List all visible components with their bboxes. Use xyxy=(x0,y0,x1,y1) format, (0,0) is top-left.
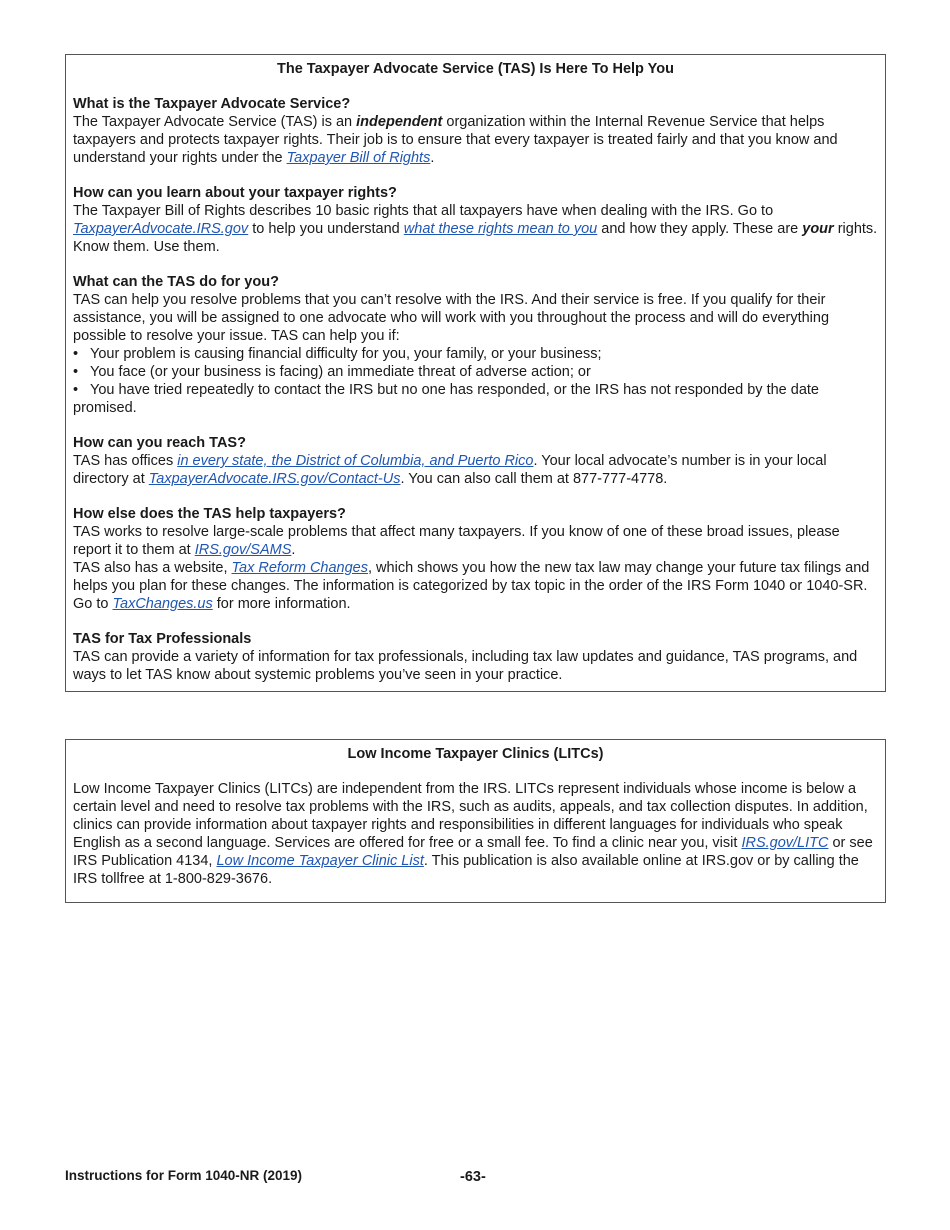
emphasis: your xyxy=(802,221,834,237)
text: TAS works to resolve large-scale problems that affect many taxpayers. If you know of one of these broad issues, please report it to them at xyxy=(73,524,840,558)
link-irs-sams[interactable]: IRS.gov/SAMS xyxy=(194,542,292,558)
link-taxpayer-bill-of-rights[interactable]: Taxpayer Bill of Rights xyxy=(286,150,431,166)
text: and how they apply. These are xyxy=(597,221,803,237)
paragraph xyxy=(73,780,878,888)
paragraph xyxy=(73,523,878,559)
text: You face (or your business is facing) an immediate threat of adverse action; or xyxy=(90,364,591,380)
text: The Taxpayer Advocate Service (TAS) is an xyxy=(73,114,357,130)
text: for more information. xyxy=(212,596,351,612)
paragraph xyxy=(73,559,878,613)
bullet-list xyxy=(73,345,878,417)
litc-title: Low Income Taxpayer Clinics (LITCs) xyxy=(347,746,604,762)
text: or see IRS Publication 4134, xyxy=(73,835,873,869)
page-number: -63- xyxy=(460,1169,486,1185)
link-taxpayer-advocate[interactable]: TaxpayerAdvocate.IRS.gov xyxy=(73,221,249,237)
bullet-icon: • xyxy=(73,346,79,362)
section-learn-rights xyxy=(73,184,878,256)
link-taxchanges[interactable]: TaxChanges.us xyxy=(112,596,213,612)
link-contact-us[interactable]: TaxpayerAdvocate.IRS.gov/Contact-Us xyxy=(148,471,401,487)
link-office-locations[interactable]: in every state, the District of Columbia, and Puerto Rico xyxy=(177,453,534,469)
question-heading: TAS for Tax Professionals xyxy=(73,631,252,647)
link-litc-list[interactable]: Low Income Taxpayer Clinic List xyxy=(216,853,424,869)
litc-box xyxy=(65,739,886,903)
text: You have tried repeatedly to contact the IRS but no one has responded, or the IRS has not responded by the date promised. xyxy=(73,382,819,416)
link-rights-meaning[interactable]: what these rights mean to you xyxy=(403,221,598,237)
paragraph: TAS can provide a variety of information for tax professionals, including tax law updates and guidance, TAS programs, and ways to let TAS know about systemic problems you’ve seen in your practice. xyxy=(73,649,858,683)
link-tax-reform-changes[interactable]: Tax Reform Changes xyxy=(231,560,368,576)
emphasis: independent xyxy=(356,114,443,130)
question-heading: How can you reach TAS? xyxy=(73,435,246,451)
tas-box xyxy=(65,54,886,692)
text: TAS has offices xyxy=(73,453,178,469)
text: rights. Know them. Use them. xyxy=(73,221,878,255)
text: , which shows you how the new tax law may change your future tax filings and helps you plan for these changes. The information is categorized by tax topic in the order of the IRS Form 1040 or 1040-SR. Go to xyxy=(73,560,870,612)
text: organization within the Internal Revenue Service that helps taxpayers and protects taxpayer rights. Their job is to ensure that every taxpayer is treated fairly and that you know and understand your rights under the xyxy=(73,114,838,166)
list-item xyxy=(73,345,878,363)
text: . xyxy=(430,150,435,166)
text: Your problem is causing financial difficulty for you, your family, or your business; xyxy=(90,346,602,362)
question-heading: What can the TAS do for you? xyxy=(73,274,279,290)
section-reach-tas xyxy=(73,434,878,488)
text: TAS also has a website, xyxy=(73,560,232,576)
text: . This publication is also available online at IRS.gov or by calling the IRS tollfree at 1-800-829-3676. xyxy=(73,853,859,887)
list-item xyxy=(73,381,878,417)
text: Low Income Taxpayer Clinics (LITCs) are independent from the IRS. LITCs represent individuals whose income is below a certain level and need to resolve tax problems with the IRS, such as audits, appeals, and tax collection disputes. In addition, clinics can provide information about taxpayer rights and responsibilities in different languages for individuals who speak English as a second language. Services are offered for free or a small fee. To find a clinic near you, visit xyxy=(73,781,868,851)
section-tax-professionals xyxy=(73,630,878,684)
list-item xyxy=(73,363,878,381)
section-what-is-tas xyxy=(73,95,878,167)
section-else-help xyxy=(73,505,878,613)
question-heading: What is the Taxpayer Advocate Service? xyxy=(73,96,351,112)
paragraph: TAS can help you resolve problems that you can’t resolve with the IRS. And their service is free. If you qualify for their assistance, you will be assigned to one advocate who will work with you throughout the process and will do everything possible to resolve your issue. TAS can help you if: xyxy=(73,292,830,344)
text: The Taxpayer Bill of Rights describes 10 basic rights that all taxpayers have when dealing with the IRS. Go to xyxy=(73,203,774,219)
text: . You can also call them at 877-777-4778. xyxy=(400,471,668,487)
paragraph xyxy=(73,202,878,256)
bullet-icon: • xyxy=(73,364,79,380)
paragraph xyxy=(73,452,878,488)
question-heading: How can you learn about your taxpayer rights? xyxy=(73,185,397,201)
text: to help you understand xyxy=(248,221,404,237)
text: . Your local advocate’s number is in your local directory at xyxy=(73,453,827,487)
paragraph xyxy=(73,113,878,167)
section-what-tas-does xyxy=(73,273,878,417)
footer-form-title: Instructions for Form 1040-NR (2019) xyxy=(65,1168,303,1183)
tas-title: The Taxpayer Advocate Service (TAS) Is Here To Help You xyxy=(277,61,674,77)
link-irs-litc[interactable]: IRS.gov/LITC xyxy=(741,835,829,851)
question-heading: How else does the TAS help taxpayers? xyxy=(73,506,346,522)
text: . xyxy=(291,542,296,558)
bullet-icon: • xyxy=(73,382,79,398)
